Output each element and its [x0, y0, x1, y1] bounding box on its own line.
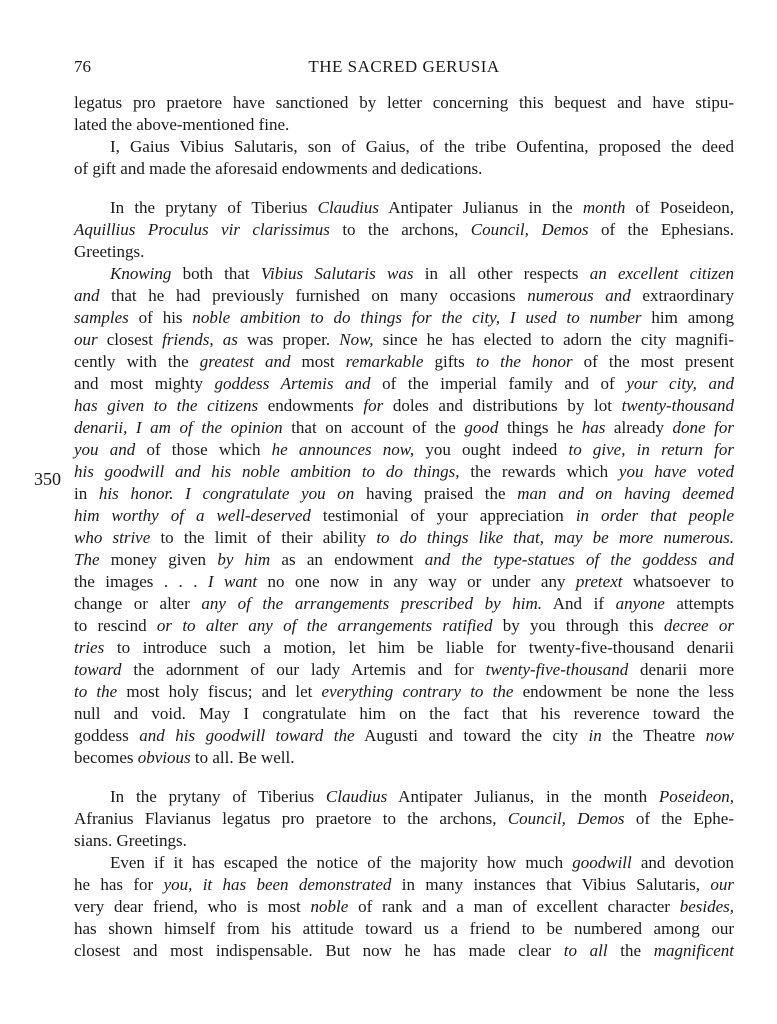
italic-segment: remarkable — [345, 352, 424, 371]
text-segment: in all other respects — [413, 264, 590, 283]
italic-segment: besides, — [679, 897, 734, 916]
italic-segment: anyone — [615, 594, 665, 613]
italic-segment: your city, and — [626, 374, 734, 393]
text-segment: most holy fiscus; and let — [117, 682, 322, 701]
italic-segment: numerous and — [527, 286, 631, 305]
italic-segment: his goodwill and his noble ambition to do things, — [74, 462, 460, 481]
italic-segment: has — [581, 418, 606, 437]
text-segment: becomes — [74, 748, 138, 767]
text-segment: gifts — [423, 352, 476, 371]
text-line — [110, 852, 734, 874]
text-segment: endowments — [258, 396, 364, 415]
text-segment: since he has elected to adorn the city magnifi- — [373, 330, 734, 349]
italic-segment: Claudius — [325, 787, 388, 806]
italic-segment: to give, in return for — [568, 440, 735, 459]
text-segment: already — [605, 418, 673, 437]
text-segment: the adornment of our lady Artemis and for — [121, 660, 486, 679]
text-line — [74, 461, 734, 483]
text-segment: was proper. — [237, 330, 340, 349]
text-segment: of rank and a man of excellent character — [348, 897, 680, 916]
text-line — [74, 114, 734, 136]
text-line — [74, 874, 734, 896]
text-segment: both that — [171, 264, 261, 283]
text-segment: him among — [641, 308, 735, 327]
text-line — [74, 351, 734, 373]
text-segment: whatsoever to — [622, 572, 734, 591]
italic-segment: tries — [74, 638, 105, 657]
text-line — [74, 637, 734, 659]
text-line — [74, 747, 734, 769]
text-segment: of the most present — [572, 352, 735, 371]
italic-segment: everything contrary to the — [321, 682, 514, 701]
text-line — [74, 373, 734, 395]
text-segment: the images . . . — [74, 572, 208, 591]
italic-segment: his honor. I congratulate you on — [98, 484, 355, 503]
text-segment: legatus pro praetore have sanctioned by letter concerning this bequest and have stipu- — [74, 93, 734, 112]
italic-segment: you have voted — [618, 462, 734, 481]
text-segment: and most mighty — [74, 374, 215, 393]
text-segment: change or alter — [74, 594, 202, 613]
text-segment: to rescind — [74, 616, 157, 635]
text-line — [110, 136, 734, 158]
text-segment: he has for — [74, 875, 164, 894]
text-line — [74, 307, 734, 329]
text-line — [74, 505, 734, 527]
italic-segment: pretext — [575, 572, 623, 591]
text-segment: doles and distributions by lot — [383, 396, 622, 415]
text-segment: I, Gaius Vibius Salutaris, son of Gaius, of the tribe Oufentina, proposed the deed — [110, 137, 734, 156]
italic-segment: you, it has been demonstrated — [163, 875, 392, 894]
italic-segment: Poseideon, — [658, 787, 734, 806]
italic-segment: friends, as — [162, 330, 238, 349]
italic-segment: noble ambition to do things for the city, I used to number — [192, 308, 642, 327]
italic-segment: to do things like that, may be more numerous. — [376, 528, 735, 547]
italic-segment: in order that people — [575, 506, 734, 525]
text-segment: And if — [542, 594, 616, 613]
text-segment: the Theatre — [601, 726, 706, 745]
italic-segment: twenty-thousand — [621, 396, 734, 415]
text-line — [74, 830, 734, 852]
italic-segment: he announces now, — [271, 440, 415, 459]
text-segment: sians. Greetings. — [74, 831, 187, 850]
italic-segment: and — [74, 286, 100, 305]
text-line — [74, 285, 734, 307]
italic-segment: good — [464, 418, 499, 437]
text-line — [74, 725, 734, 747]
text-line — [74, 593, 734, 615]
text-line — [74, 92, 734, 114]
italic-segment: man and on having deemed — [517, 484, 734, 503]
italic-segment: I want — [207, 572, 258, 591]
italic-segment: to all — [563, 941, 608, 960]
italic-segment: our — [74, 330, 98, 349]
text-segment: lated the above-mentioned fine. — [74, 115, 290, 134]
text-line — [74, 571, 734, 593]
text-segment: Afranius Flavianus legatus pro praetore to the archons, — [74, 809, 508, 828]
text-segment: attempts — [664, 594, 734, 613]
italic-segment: denarii, I am of the opinion — [74, 418, 283, 437]
text-segment: of Poseideon, — [625, 198, 734, 217]
italic-segment: obvious — [137, 748, 191, 767]
page-number: 76 — [74, 57, 91, 76]
text-segment: denarii more — [628, 660, 734, 679]
italic-segment: Knowing — [110, 264, 172, 283]
italic-segment: by him — [217, 550, 271, 569]
text-segment: that he had previously furnished on many occasions — [99, 286, 528, 305]
text-line — [74, 241, 734, 263]
text-segment: that on account of the — [282, 418, 465, 437]
text-segment: Greetings. — [74, 242, 145, 261]
text-segment: of the imperial family and of — [370, 374, 627, 393]
text-segment: in many instances that Vibius Salutaris, — [391, 875, 711, 894]
text-segment: of his — [128, 308, 193, 327]
text-segment: you ought indeed — [414, 440, 569, 459]
italic-segment: Vibius Salutaris was — [260, 264, 414, 283]
italic-segment: has given to the citizens — [74, 396, 259, 415]
italic-segment: samples — [74, 308, 129, 327]
italic-segment: now — [705, 726, 734, 745]
text-segment: and devotion — [631, 853, 734, 872]
text-line — [74, 329, 734, 351]
text-line — [110, 786, 734, 808]
italic-segment: to the honor — [475, 352, 573, 371]
text-segment: to all. Be well. — [190, 748, 295, 767]
text-line — [74, 940, 734, 962]
text-segment: In the prytany of Tiberius — [110, 198, 318, 217]
text-segment: having praised the — [354, 484, 518, 503]
italic-segment: our — [710, 875, 735, 894]
italic-segment: done for — [672, 418, 734, 437]
text-line — [74, 681, 734, 703]
running-title: THE SACRED GERUSIA — [308, 57, 500, 76]
text-line — [74, 549, 734, 571]
italic-segment: to the — [74, 682, 118, 701]
text-segment: null and void. May I congratulate him on the fact that his reverence toward the — [74, 704, 734, 723]
text-line — [74, 219, 734, 241]
italic-segment: goodwill — [572, 853, 632, 872]
text-segment: money given — [99, 550, 218, 569]
text-segment: most — [290, 352, 346, 371]
text-segment: has shown himself from his attitude toward us a friend to be numbered among our — [74, 919, 734, 938]
italic-segment: Council, Demos — [470, 220, 589, 239]
text-segment: of the Ephesians. — [588, 220, 734, 239]
text-line — [110, 263, 734, 285]
text-line — [74, 615, 734, 637]
italic-segment: greatest and — [199, 352, 291, 371]
text-segment: endowment be none the less — [513, 682, 734, 701]
italic-segment: him worthy of a well-deserved — [74, 506, 311, 525]
italic-segment: and the type-statues of the goddess and — [424, 550, 734, 569]
text-segment: the rewards which — [459, 462, 619, 481]
text-line — [74, 439, 734, 461]
text-segment: Even if it has escaped the notice of the majority how much — [110, 853, 573, 872]
text-segment: goddess — [74, 726, 140, 745]
text-segment: In the prytany of Tiberius — [110, 787, 326, 806]
italic-segment: Now, — [339, 330, 374, 349]
italic-segment: decree or — [663, 616, 734, 635]
text-segment: Augusti and toward the city — [354, 726, 589, 745]
text-segment: things he — [498, 418, 582, 437]
text-segment: to introduce such a motion, let him be liable for twenty-five-thousand denarii — [104, 638, 734, 657]
italic-segment: and his goodwill toward the — [139, 726, 355, 745]
text-segment: by you through this — [492, 616, 664, 635]
italic-segment: noble — [310, 897, 349, 916]
text-line — [74, 395, 734, 417]
text-segment: to the archons, — [329, 220, 471, 239]
text-segment: Antipater Julianus in the — [379, 198, 583, 217]
italic-segment: month — [582, 198, 626, 217]
text-segment: to the limit of their ability — [150, 528, 377, 547]
text-line — [74, 659, 734, 681]
text-segment: of the Ephe- — [624, 809, 734, 828]
italic-segment: goddess Artemis and — [214, 374, 371, 393]
text-segment: in — [74, 484, 99, 503]
italic-segment: who strive — [74, 528, 151, 547]
text-segment: as an endowment — [270, 550, 425, 569]
text-line — [74, 417, 734, 439]
italic-segment: any of the arrangements prescribed by him. — [201, 594, 543, 613]
text-segment: very dear friend, who is most — [74, 897, 311, 916]
text-segment: of gift and made the aforesaid endowments and dedications. — [74, 159, 483, 178]
text-segment: testimonial of your appreciation — [310, 506, 576, 525]
page-header — [74, 57, 734, 81]
italic-segment: or to alter any of the arrangements ratified — [156, 616, 493, 635]
margin-line-number: 350 — [34, 469, 61, 489]
text-segment: closest — [97, 330, 163, 349]
text-line — [74, 483, 734, 505]
text-line — [74, 896, 734, 918]
italic-segment: Council, Demos — [507, 809, 625, 828]
text-line — [74, 808, 734, 830]
text-line — [110, 197, 734, 219]
italic-segment: magnificent — [653, 941, 734, 960]
text-segment: extraordinary — [630, 286, 734, 305]
text-segment: cently with the — [74, 352, 200, 371]
italic-segment: toward — [74, 660, 122, 679]
text-segment: closest and most indispensable. But now he has made clear — [74, 941, 564, 960]
italic-segment: The — [74, 550, 100, 569]
italic-segment: in — [588, 726, 602, 745]
italic-segment: Claudius — [317, 198, 380, 217]
text-line — [74, 527, 734, 549]
italic-segment: for — [363, 396, 384, 415]
text-segment: Antipater Julianus, in the month — [387, 787, 659, 806]
italic-segment: Aquillius Proculus vir clarissimus — [74, 220, 330, 239]
text-segment: the — [607, 941, 654, 960]
italic-segment: you and — [74, 440, 136, 459]
text-line — [74, 703, 734, 725]
italic-segment: an excellent citizen — [589, 264, 734, 283]
text-line — [74, 918, 734, 940]
text-segment: no one now in any way or under any — [257, 572, 576, 591]
italic-segment: twenty-five-thousand — [485, 660, 629, 679]
text-segment: of those which — [135, 440, 272, 459]
text-line — [74, 158, 734, 180]
